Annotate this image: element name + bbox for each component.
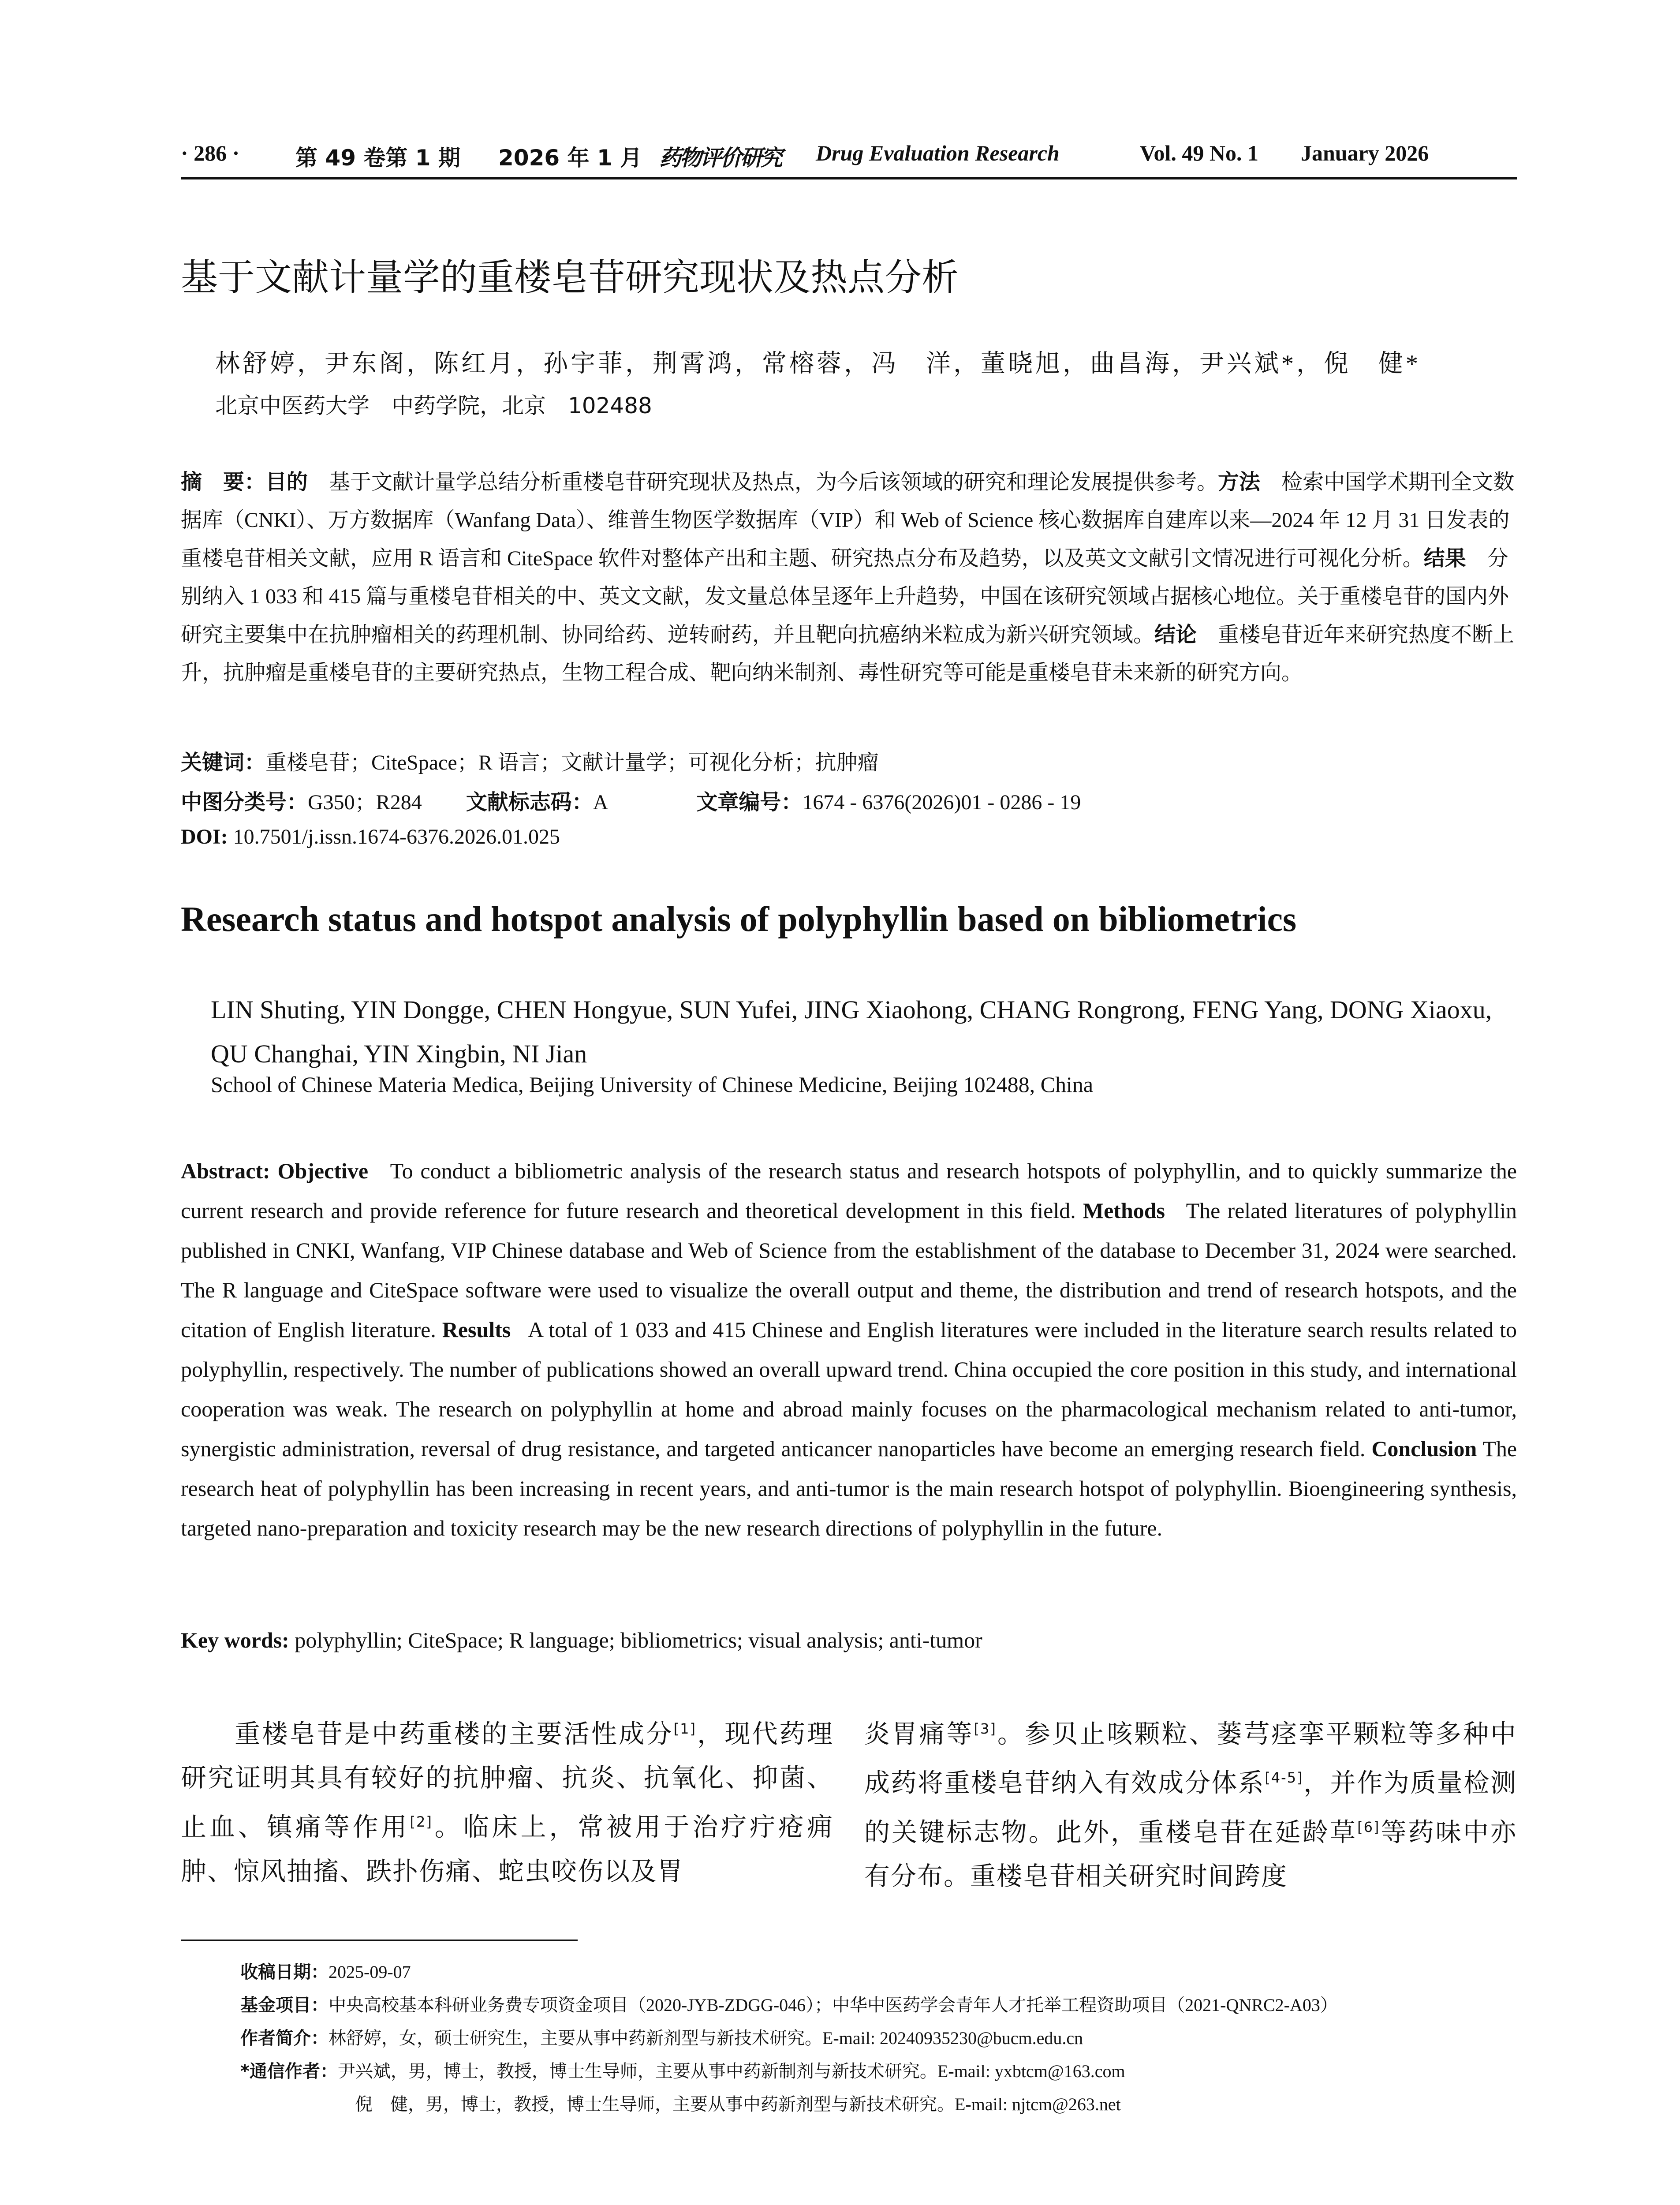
- citation-ref[interactable]: [6]: [1357, 1818, 1380, 1835]
- page-number: · 286 ·: [181, 141, 240, 165]
- article-title-cn: 基于文献计量学的重楼皂苷研究现状及热点分析: [181, 256, 959, 299]
- authors-cn: 林舒婷，尹东阁，陈红月，孙宇菲，荆霄鸿，常榕蓉，冯 洋，董晓旭，曲昌海，尹兴斌*，倪 健*: [215, 350, 1421, 377]
- keywords-cn-label: 关键词：: [181, 750, 266, 775]
- doi-value: 10.7501/j.issn.1674-6376.2026.01.025: [233, 825, 560, 848]
- citation-ref[interactable]: [3]: [974, 1720, 997, 1737]
- footnote-fund: [240, 1991, 1338, 2016]
- methods-en-text: The related literatures of polyphyllin published in CNKI, Wanfang, VIP Chinese database and Web of Science from the establishment of the database to December 31, 2024 were searched. The R language and CiteSpace software were used to visualize the overall output and theme, the distribution and trend of research hotspots, and the citation of English literature.: [181, 1198, 1517, 1342]
- footnote-bio: [240, 2024, 1083, 2049]
- volume-cn: 第 49 卷第 1 期: [295, 145, 460, 171]
- doi-label: DOI:: [181, 825, 228, 848]
- bio-label: 作者简介：: [240, 2028, 329, 2048]
- body-column-right: [864, 1707, 1517, 1898]
- header-rule: [181, 177, 1517, 179]
- received-value: 2025-09-07: [329, 1962, 411, 1982]
- journal-name-en: Drug Evaluation Research: [816, 141, 1060, 165]
- footnote-received: [240, 1958, 411, 1983]
- body-column-left: [181, 1707, 833, 1893]
- fund-value: 中央高校基本科研业务费专项资金项目（2020-JYB-ZDGG-046）；中华中医药学会青年人才托举工程资助项目（2021-QNRC2-A03）: [329, 1995, 1338, 2015]
- doccode-value: A: [593, 791, 609, 814]
- articleno-value: 1674 - 6376(2026)01 - 0286 - 19: [802, 791, 1081, 814]
- article-title-en: Research status and hotspot analysis of polyphyllin based on bibliometrics: [181, 900, 1297, 939]
- body-text: 。临床上，常被用于治疗疔疮痈肿、惊风抽搐、跌扑伤痛、蛇虫咬伤以及胃: [181, 1812, 833, 1886]
- abstract-en: [181, 1151, 1517, 1548]
- body-text: ，现代药理研究证明其具有较好的抗肿瘤、抗炎、抗氧化、抑菌、止血、镇痛等作用: [181, 1719, 833, 1842]
- citation-ref[interactable]: [1]: [673, 1720, 696, 1737]
- keywords-en-text: polyphyllin; CiteSpace; R language; bibliometrics; visual analysis; anti-tumor: [295, 1628, 982, 1652]
- body-text: 。参贝止咳颗粒、蒌芎痉挛平颗粒等多种中成药将重楼皂苷纳入有效成分体系: [864, 1719, 1517, 1798]
- results-cn-text: 分别纳入 1 033 和 415 篇与重楼皂苷相关的中、英文文献，发文量总体呈逐年上升趋势，中国在该研究领域占据核心地位。关于重楼皂苷的国内外研究主要集中在抗肿瘤相关的药理机制、协同给药、逆转耐药，并且靶向抗癌纳米粒成为新兴研究领域。: [181, 547, 1509, 647]
- clc-label: 中图分类号：: [181, 790, 308, 815]
- received-label: 收稿日期：: [240, 1962, 329, 1982]
- volume-en: Vol. 49 No. 1: [1140, 141, 1259, 165]
- abstract-cn-label: 摘 要：: [181, 470, 266, 494]
- objective-en-label: Objective: [277, 1159, 369, 1183]
- objective-cn-text: 基于文献计量学总结分析重楼皂苷研究现状及热点，为今后该领域的研究和理论发展提供参考。: [308, 471, 1218, 494]
- bio-value: 林舒婷，女，硕士研究生，主要从事中药新剂型与新技术研究。E-mail: 20240935230@bucm.edu.cn: [329, 2028, 1083, 2048]
- conclusion-cn-text: 重楼皂苷近年来研究热度不断上升，抗肿瘤是重楼皂苷的主要研究热点，生物工程合成、靶向纳米制剂、毒性研究等可能是重楼皂苷未来新的研究方向。: [181, 623, 1515, 684]
- footnote-rule: [181, 1940, 578, 1941]
- conclusion-cn-label: 结论: [1154, 622, 1197, 647]
- body-text: 重楼皂苷是中药重楼的主要活性成分: [234, 1719, 674, 1749]
- doccode-label: 文献标志码：: [466, 790, 593, 815]
- abstract-cn: [181, 463, 1517, 692]
- results-en-label: Results: [442, 1317, 511, 1342]
- body-text: 等药味中亦有分布。重楼皂苷相关研究时间跨度: [864, 1816, 1517, 1891]
- methods-cn-label: 方法: [1218, 470, 1261, 494]
- body-text: ，并作为质量检测的关键标志物。此外，重楼皂苷在延龄草: [864, 1768, 1517, 1847]
- objective-en-text: To conduct a bibliometric analysis of the research status and research hotspots of polyphyllin, and to quickly summarize the current research and provide reference for future research and theoretical development in this field.: [181, 1159, 1517, 1223]
- affiliation-cn: 北京中医药大学 中药学院，北京 102488: [215, 393, 652, 419]
- citation-ref[interactable]: [2]: [410, 1813, 433, 1831]
- doi-line: [181, 825, 560, 849]
- classification-line: [181, 785, 1081, 815]
- methods-en-label: Methods: [1083, 1198, 1165, 1223]
- keywords-cn: [181, 745, 879, 776]
- footnote-corresponding: [240, 2057, 1125, 2082]
- authors-en: LIN Shuting, YIN Dongge, CHEN Hongyue, SUN Yufei, JING Xiaohong, CHANG Rongrong, FENG Yang, DONG Xiaoxu, QU Changhai, YIN Xingbin, NI Jian: [211, 995, 1492, 1068]
- affiliation-en: School of Chinese Materia Medica, Beijing University of Chinese Medicine, Beijing 102488, China: [211, 1072, 1094, 1097]
- body-text: 炎胃痛等: [864, 1719, 974, 1749]
- footnote-corresponding-2: 倪 健，男，博士，教授，博士生导师，主要从事中药新剂型与新技术研究。E-mail: njtcm@263.net: [355, 2094, 1121, 2114]
- keywords-en: [181, 1627, 982, 1653]
- articleno-label: 文章编号：: [696, 790, 803, 815]
- date-cn: 2026 年 1 月: [498, 145, 642, 171]
- methods-cn-text: 检索中国学术期刊全文数据库（CNKI）、万方数据库（Wanfang Data）、维普生物医学数据库（VIP）和 Web of Science 核心数据库自建库以来—2024 年 12 月 31 日发表的重楼皂苷相关文献，应用 R 语言和 CiteSpace 软件对整体产出和主题、研究热点分布及趋势，以及英文文献引文情况进行可视化分析。: [181, 471, 1515, 570]
- objective-cn-label: 目的: [265, 470, 308, 494]
- journal-logo-cn: 药物评价研究: [659, 145, 781, 171]
- results-en-text: A total of 1 033 and 415 Chinese and English literatures were included in the literature search results related to polyphyllin, respectively. The number of publications showed an overall upward trend. China occupied the core position in this study, and international cooperation was weak. The research on polyphyllin at home and abroad mainly focuses on the pharmacological mechanism related to anti-tumor, synergistic administration, reversal of drug resistance, and targeted anticancer nanoparticles have become an emerging research field.: [181, 1317, 1517, 1461]
- conclusion-en-text: The research heat of polyphyllin has been increasing in recent years, and anti-tumor is the main research hotspot of polyphyllin. Bioengineering synthesis, targeted nano-preparation and toxicity research may be the new research directions of polyphyllin in the future.: [181, 1436, 1517, 1540]
- date-en: January 2026: [1301, 141, 1429, 165]
- results-cn-label: 结果: [1423, 546, 1466, 571]
- corr-1: 尹兴斌，男，博士，教授，博士生导师，主要从事中药新制剂与新技术研究。E-mail: yxbtcm@163.com: [337, 2061, 1125, 2081]
- conclusion-en-label: Conclusion: [1371, 1436, 1477, 1461]
- clc-value: G350；R284: [308, 791, 422, 814]
- keywords-en-label: Key words:: [181, 1628, 289, 1652]
- abstract-en-label: Abstract:: [181, 1159, 270, 1183]
- corr-label: *通信作者：: [240, 2061, 338, 2082]
- keywords-cn-text: 重楼皂苷；CiteSpace；R 语言；文献计量学；可视化分析；抗肿瘤: [265, 751, 879, 774]
- fund-label: 基金项目：: [240, 1995, 329, 2015]
- citation-ref[interactable]: [4-5]: [1265, 1769, 1303, 1786]
- running-header: [181, 140, 1517, 180]
